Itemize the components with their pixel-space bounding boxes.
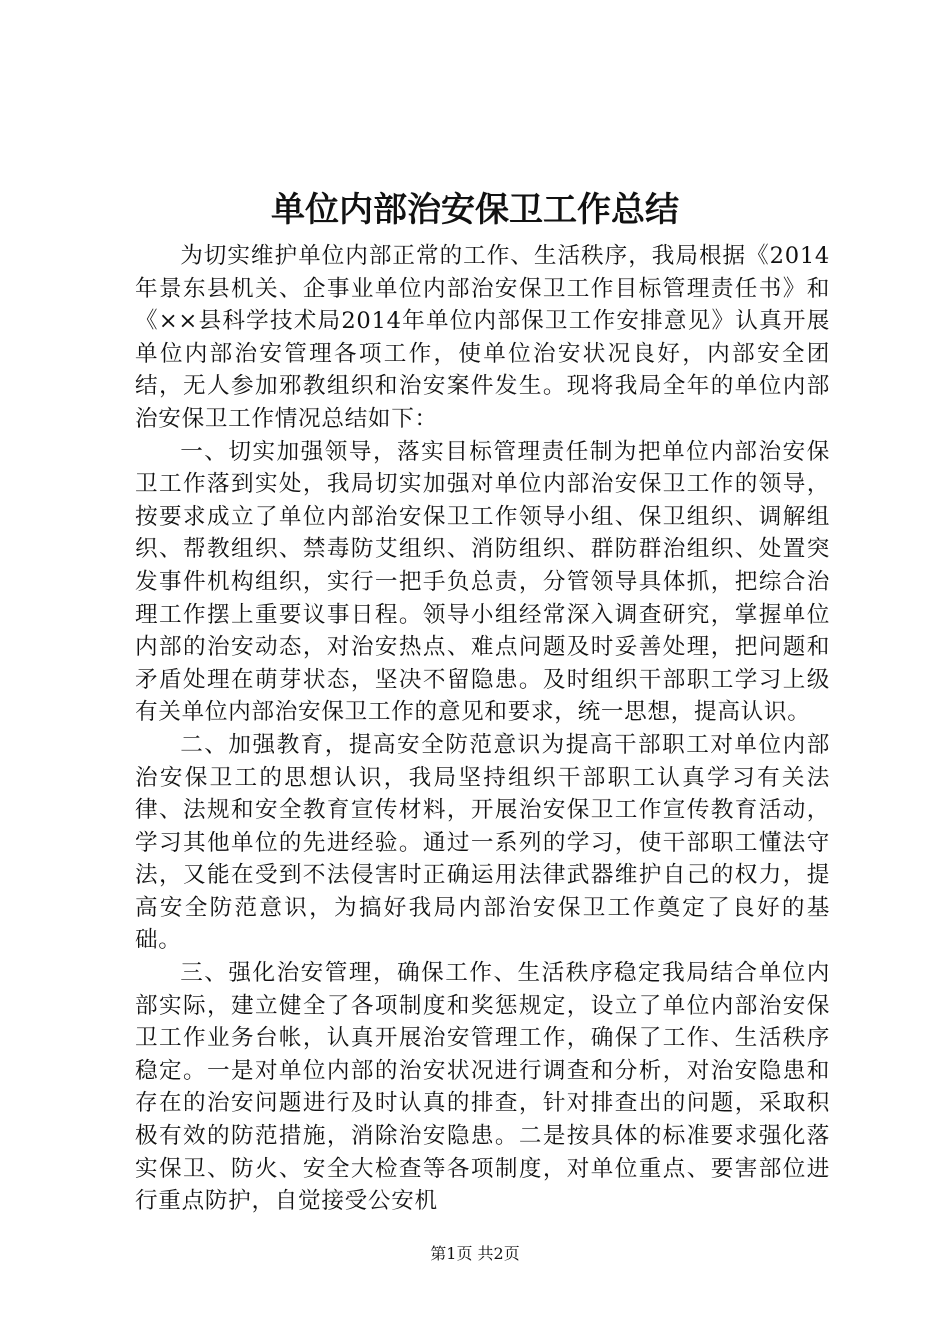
paragraph-section-2: 二、加强教育，提高安全防范意识为提高干部职工对单位内部治安保卫工的思想认识，我局坚持组织干部职工认真学习有关法律、法规和安全教育宣传材料，开展治安保卫工作宣传教育活动，学习其他单位的先进经验。通过一系列的学习，使干部职工懂法守法，又能在受到不法侵害时正确运用法律武器维护自己的权力，提高安全防范意识，为搞好我局内部治安保卫工作奠定了良好的基础。 [135,731,830,954]
paragraph-intro: 为切实维护单位内部正常的工作、生活秩序，我局根据《2014年景东县机关、企事业单位内部治安保卫工作目标管理责任书》和《××县科学技术局2014年单位内部保卫工作安排意见》认真开展单位内部治安管理各项工作，使单位治安状况良好，内部安全团结，无人参加邪教组织和治安案件发生。现将我局全年的单位内部治安保卫工作情况总结如下： [135,243,830,432]
page-number-footer: 第1页 共2页 [430,1244,520,1263]
paragraph-section-3: 三、强化治安管理，确保工作、生活秩序稳定我局结合单位内部实际，建立健全了各项制度和奖惩规定，设立了单位内部治安保卫工作业务台帐，认真开展治安管理工作，确保了工作、生活秩序稳定。一是对单位内部的治安状况进行调查和分析，对治安隐患和存在的治安问题进行及时认真的排查，针对排查出的问题，采取积极有效的防范措施，消除治安隐患。二是按具体的标准要求强化落实保卫、防火、安全大检查等各项制度，对单位重点、要害部位进行重点防护，自觉接受公安机 [135,960,830,1215]
document-body [135,240,830,1218]
paragraph-section-1: 一、切实加强领导，落实目标管理责任制为把单位内部治安保卫工作落到实处，我局切实加强对单位内部治安保卫工作的领导，按要求成立了单位内部治安保卫工作领导小组、保卫组织、调解组织、帮教组织、禁毒防艾组织、消防组织、群防群治组织、处置突发事件机构组织，实行一把手负总责，分管领导具体抓，把综合治理工作摆上重要议事日程。领导小组经常深入调查研究，掌握单位内部的治安动态，对治安热点、难点问题及时妥善处理，把问题和矛盾处理在萌芽状态，坚决不留隐患。及时组织干部职工学习上级有关单位内部治安保卫工作的意见和要求，统一思想，提高认识。 [135,438,830,726]
document-title: 单位内部治安保卫工作总结 [271,190,679,230]
